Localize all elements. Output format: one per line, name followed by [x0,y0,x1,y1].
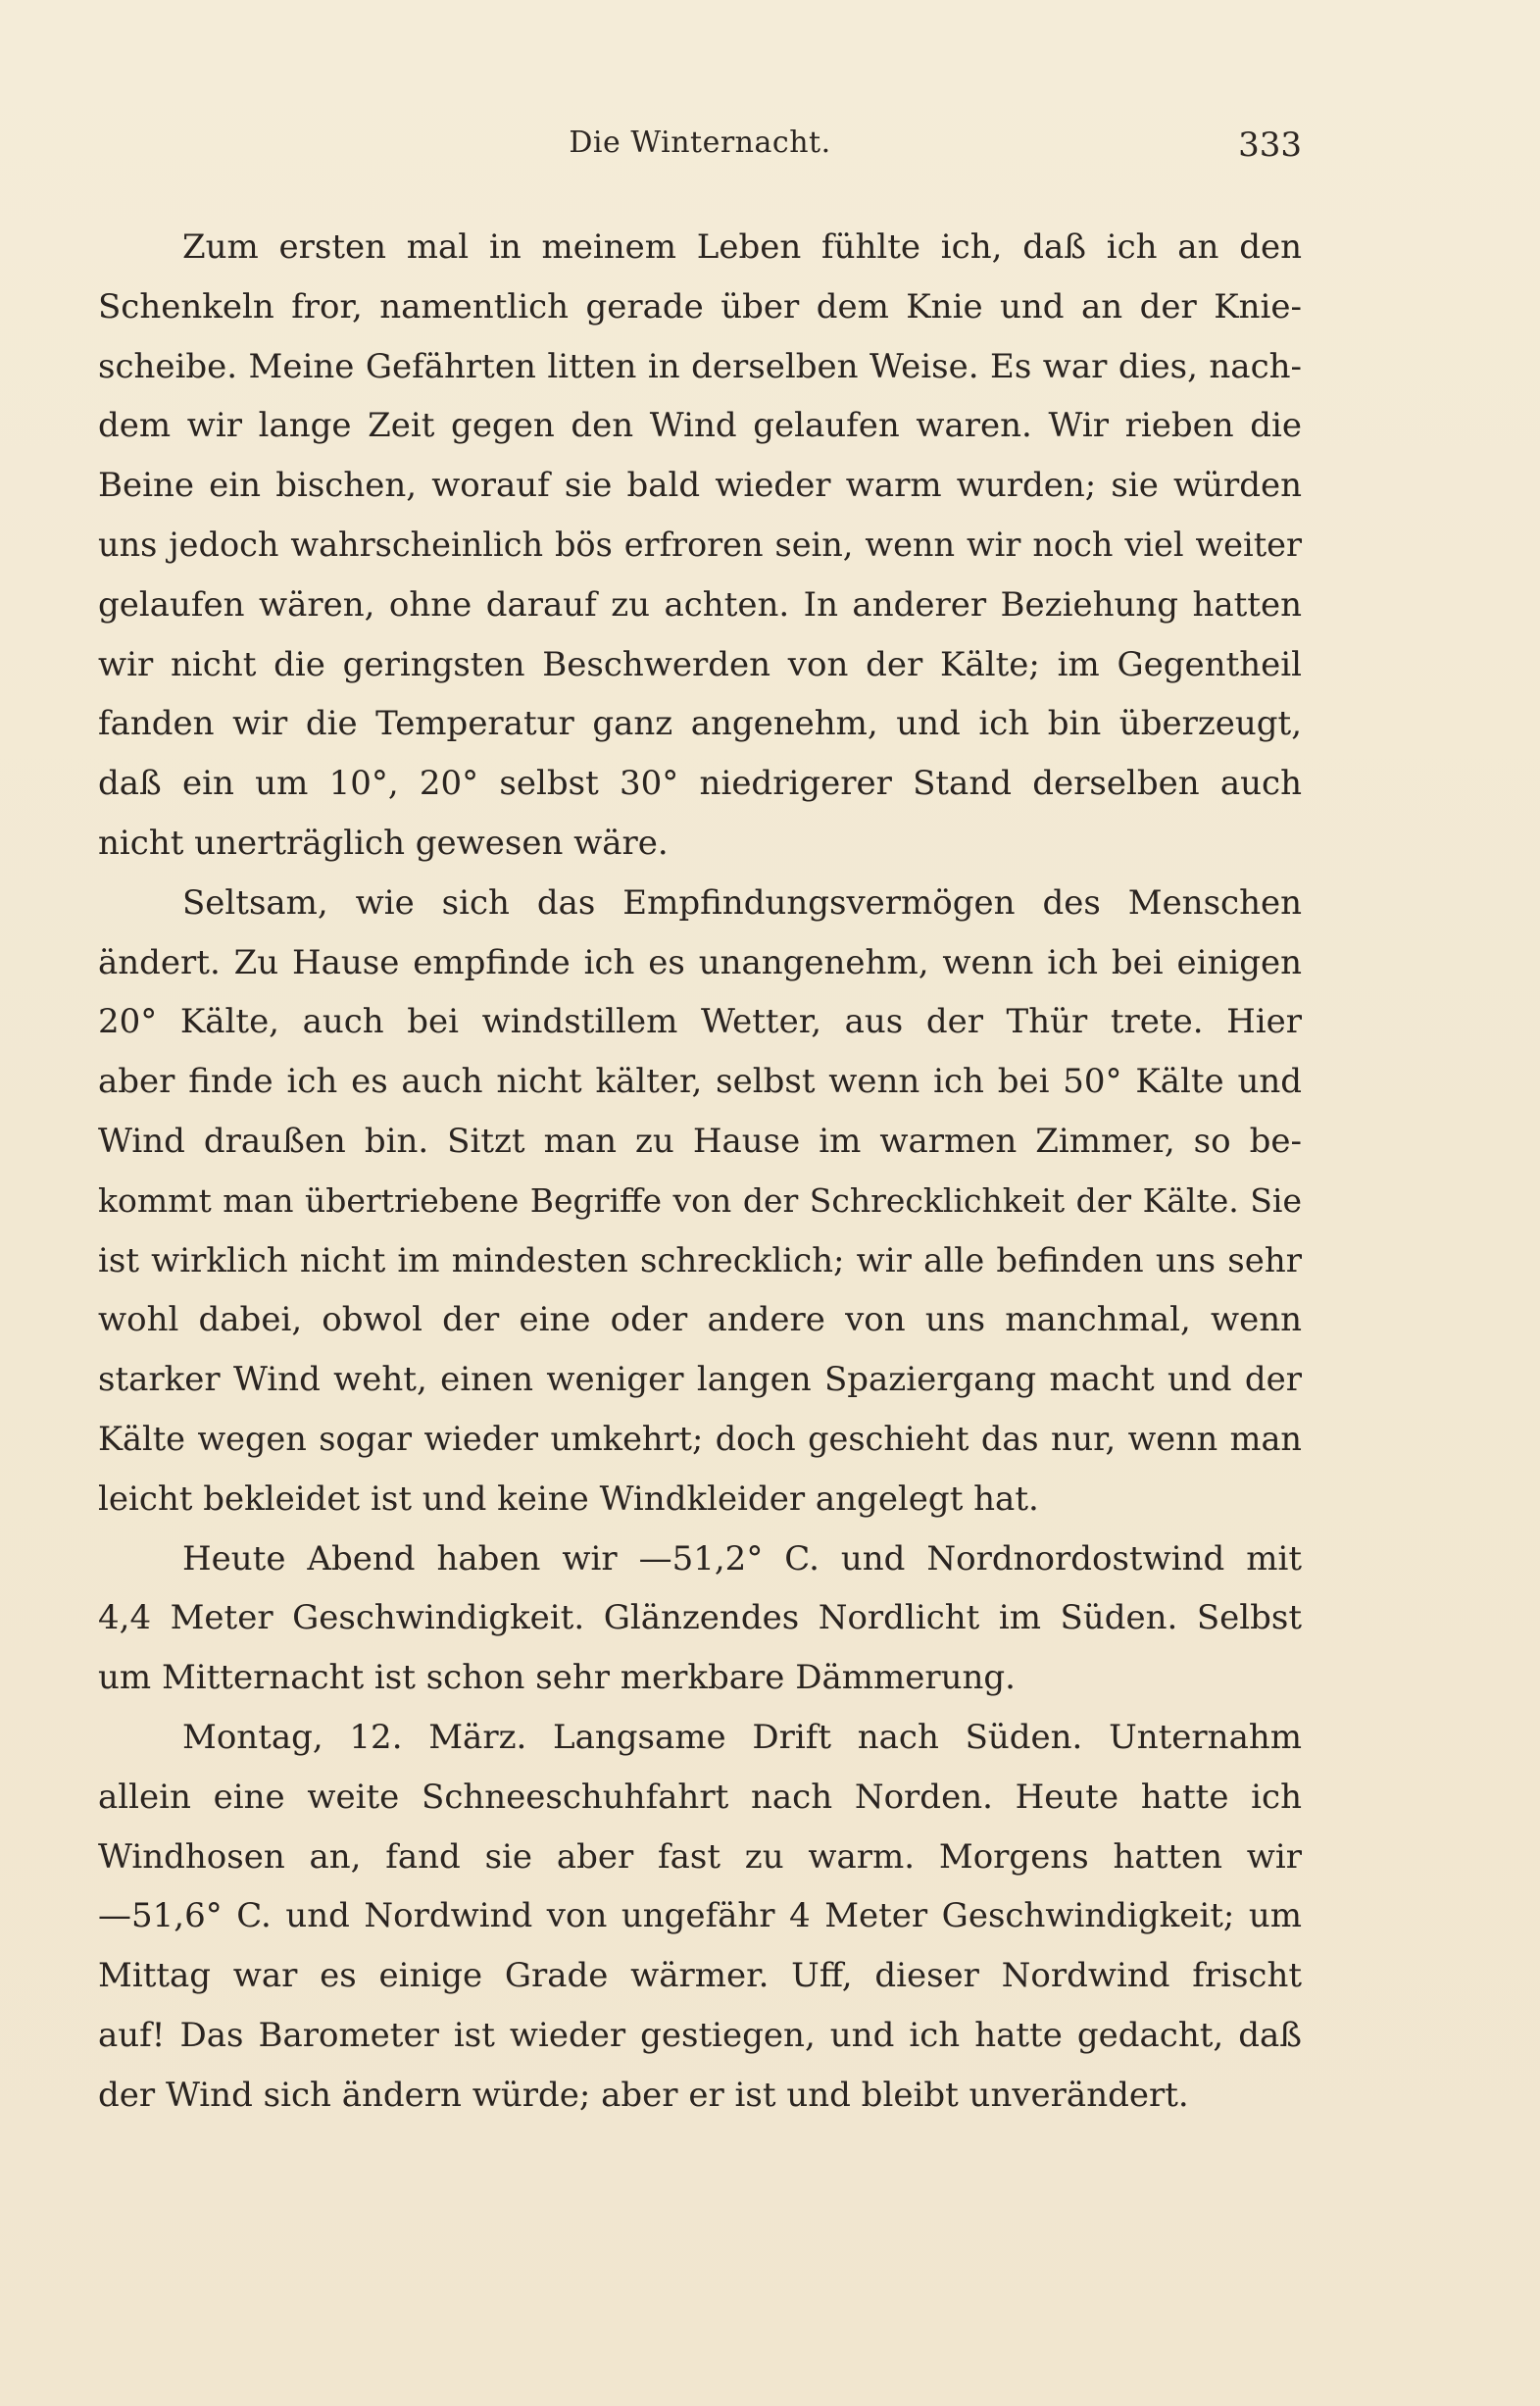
text-line: scheibe. Meine Gefährten litten in derselben Weise. Es war dies, nach- [98,346,1302,386]
text-line: Wind draußen bin. Sitzt man zu Hause im warmen Zimmer, so be- [98,1121,1302,1161]
text-line: Montag, 12. März. Langsame Drift nach Süden. Unternahm [182,1717,1302,1757]
text-line: Kälte wegen sogar wieder umkehrt; doch geschieht das nur, wenn man [98,1419,1302,1458]
text-line: ändert. Zu Hause empfinde ich es unangenehm, wenn ich bei einigen [98,942,1302,982]
text-line: aber finde ich es auch nicht kälter, selbst wenn ich bei 50° Kälte und [98,1062,1302,1102]
text-line: gelaufen wären, ohne darauf zu achten. In anderer Beziehung hatten [98,584,1302,625]
text-line: allein eine weite Schneeschuhfahrt nach Norden. Heute hatte ich [98,1777,1302,1817]
text-line: Schenkeln fror, namentlich gerade über dem Knie und an der Knie- [98,286,1302,326]
text-line: —51,6° C. und Nordwind von ungefähr 4 Meter Geschwindigkeit; um [98,1896,1302,1936]
text-line: Beine ein bischen, worauf sie bald wieder warm wurden; sie würden [98,466,1302,506]
paragraph [98,874,1302,1529]
text-line: wohl dabei, obwol der eine oder andere von uns manchmal, wenn [98,1300,1302,1340]
paragraph [98,1708,1302,2126]
text-line: auf! Das Barometer ist wieder gestiegen, und ich hatte gedacht, daß [98,2015,1302,2055]
paragraph [98,1529,1302,1708]
text-line: Windhosen an, fand sie aber fast zu warm. Morgens hatten wir [98,1836,1302,1877]
text-line: 20° Kälte, auch bei windstillem Wetter, aus der Thür trete. Hier [98,1002,1302,1042]
text-line: uns jedoch wahrscheinlich bös erfroren sein, wenn wir noch viel weiter [98,525,1302,564]
text-line: nicht unerträglich gewesen wäre. [98,823,669,863]
text-line: der Wind sich ändern würde; aber er ist und bleibt unverändert. [98,2075,1189,2115]
body-text [98,218,1302,2126]
text-line: fanden wir die Temperatur ganz angenehm, und ich bin überzeugt, [98,704,1302,744]
text-line: leicht bekleidet ist und keine Windkleider angelegt hat. [98,1479,1039,1519]
text-line: um Mitternacht ist schon sehr merkbare Dämmerung. [98,1658,1016,1698]
page-number: 333 [1238,125,1302,165]
text-line: Seltsam, wie sich das Empfindungsvermögen des Menschen [182,882,1302,923]
text-line: dem wir lange Zeit gegen den Wind gelaufen waren. Wir rieben die [98,406,1302,446]
text-line: Heute Abend haben wir —51,2° C. und Nordnordostwind mit [182,1538,1302,1579]
text-line: 4,4 Meter Geschwindigkeit. Glänzendes Nordlicht im Süden. Selbst [98,1598,1302,1638]
text-line: wir nicht die geringsten Beschwerden von der Kälte; im Gegentheil [98,644,1302,684]
text-line: daß ein um 10°, 20° selbst 30° niedrigerer Stand derselben auch [98,764,1302,804]
running-title: Die Winternacht. [569,125,831,160]
text-line: ist wirklich nicht im mindesten schrecklich; wir alle befinden uns sehr [98,1240,1302,1280]
text-line: starker Wind weht, einen weniger langen Spaziergang macht und der [98,1360,1302,1400]
text-line: Zum ersten mal in meinem Leben fühlte ich, daß ich an den [182,227,1302,267]
text-line: Mittag war es einige Grade wärmer. Uff, dieser Nordwind frischt [98,1956,1302,1996]
paragraph [98,218,1302,874]
page-header [98,125,1302,175]
text-line: kommt man übertriebene Begriffe von der Schrecklichkeit der Kälte. Sie [98,1180,1302,1220]
